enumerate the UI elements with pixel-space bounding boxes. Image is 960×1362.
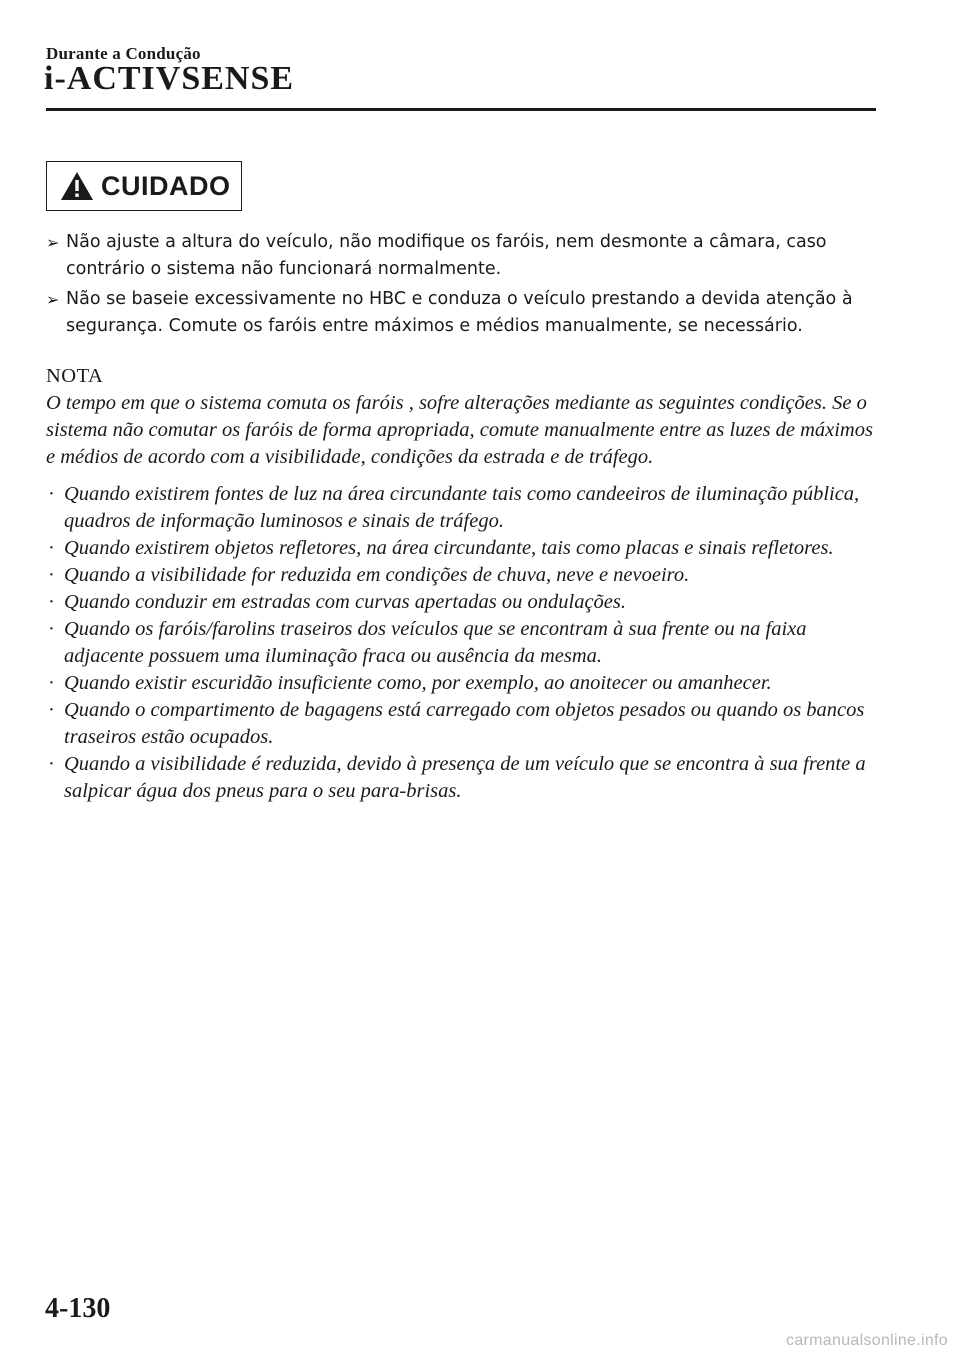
caution-item (46, 229, 876, 283)
note-item (46, 670, 878, 697)
caution-item-text: Não ajuste a altura do veículo, não modifique os faróis, nem desmonte a câmara, caso contrário o sistema não funcionará normalmente. (66, 232, 827, 279)
note-item (46, 481, 878, 535)
dot-bullet-icon: · (48, 564, 55, 586)
note-item-text: Quando a visibilidade é reduzida, devido à presença de um veículo que se encontra à sua frente a salpicar água dos pneus para o seu para-brisas. (64, 753, 866, 802)
dot-bullet-icon: · (48, 753, 55, 775)
page-number: 4-130 (45, 1293, 111, 1324)
dot-bullet-icon: · (48, 672, 55, 694)
note-item-text: Quando o compartimento de bagagens está carregado com objetos pesados ou quando os bancos traseiros estão ocupados. (64, 699, 865, 748)
dot-bullet-icon: · (48, 537, 55, 559)
note-heading: NOTA (46, 365, 104, 387)
note-section (46, 363, 878, 805)
chapter-title: i-ACTIVSENSE (44, 60, 295, 97)
note-item-text: Quando existirem fontes de luz na área circundante tais como candeeiros de iluminação pública, quadros de informação luminosos e sinais de tráfego. (64, 483, 860, 532)
note-item-text: Quando existir escuridão insuficiente como, por exemplo, ao anoitecer ou amanhecer. (64, 672, 772, 694)
note-item-text: Quando existirem objetos refletores, na área circundante, tais como placas e sinais refletores. (64, 537, 834, 559)
caution-box (46, 161, 242, 211)
note-item-text: Quando os faróis/farolins traseiros dos veículos que se encontram à sua frente ou na faixa adjacente possuem uma iluminação fraca ou ausência da mesma. (64, 618, 807, 667)
dot-bullet-icon: · (48, 699, 55, 721)
header-rule (46, 108, 876, 111)
note-intro: O tempo em que o sistema comuta os faróis , sofre alterações mediante as seguintes condições. Se o sistema não comutar os faróis de forma apropriada, comute manualmente entre as luzes de máximos e médios de acordo com a visibilidade, condições da estrada e de tráfego. (46, 392, 873, 468)
caution-item-text: Não se baseie excessivamente no HBC e conduza o veículo prestando a devida atenção à segurança. Comute os faróis entre máximos e médios manualmente, se necessário. (66, 289, 853, 336)
note-item (46, 697, 878, 751)
section-label: Durante a Condução (46, 44, 201, 63)
watermark: carmanualsonline.info (786, 1332, 948, 1349)
note-list (46, 481, 878, 805)
note-item (46, 751, 878, 805)
note-item (46, 562, 878, 589)
caution-item (46, 286, 876, 340)
note-item-text: Quando a visibilidade for reduzida em condições de chuva, neve e nevoeiro. (64, 564, 690, 586)
note-item-text: Quando conduzir em estradas com curvas apertadas ou ondulações. (64, 591, 626, 613)
note-item (46, 535, 878, 562)
caution-label: CUIDADO (101, 170, 231, 201)
dot-bullet-icon: · (48, 591, 55, 613)
dot-bullet-icon: · (48, 618, 55, 640)
dot-bullet-icon: · (48, 483, 55, 505)
note-item (46, 589, 878, 616)
caution-list (46, 229, 876, 343)
arrow-bullet-icon: ➢ (46, 290, 60, 309)
arrow-bullet-icon: ➢ (46, 233, 60, 252)
warning-triangle-icon (59, 170, 95, 202)
note-item (46, 616, 878, 670)
